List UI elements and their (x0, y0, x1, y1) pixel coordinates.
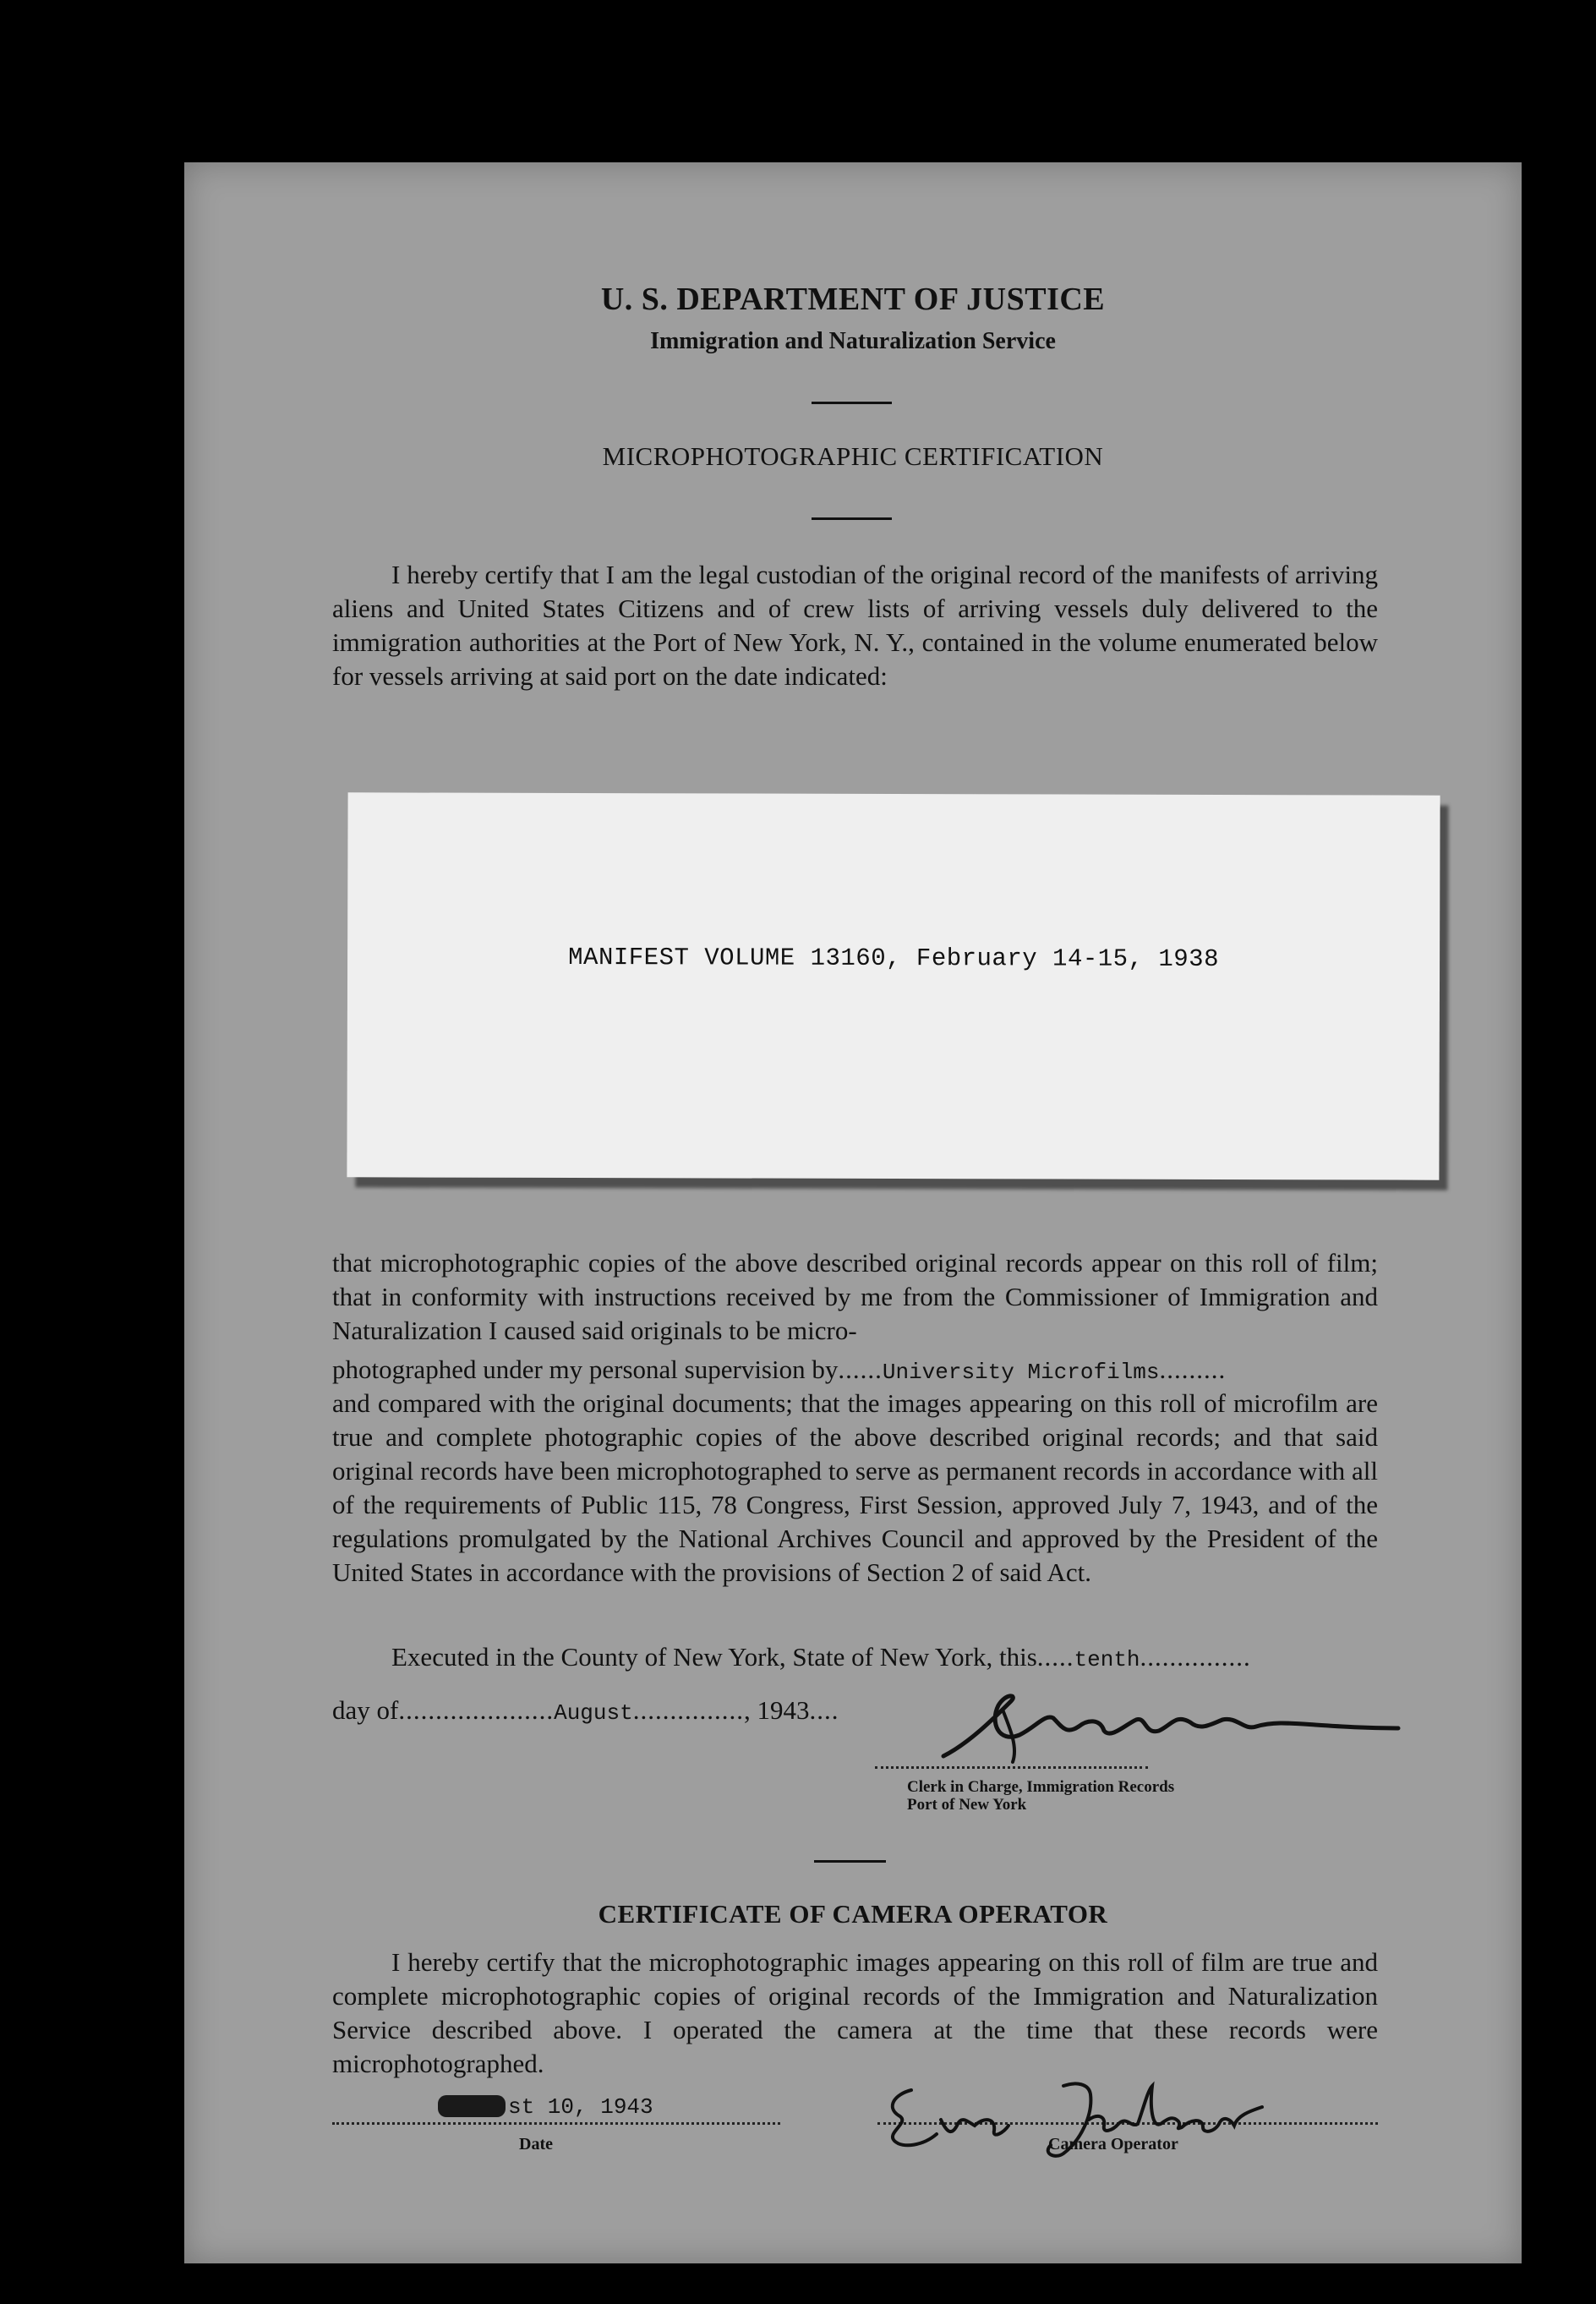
title-divider (812, 517, 892, 520)
intro-paragraph: I hereby certify that I am the legal custodian of the original record of the manifests of arriving aliens and United States Citizens and of crew lists of arriving vessels duly delivered to the immigration authorities at the Port of New York, N. Y., contained in the volume enumerated below for vessels arriving at said port on the date indicated: (332, 560, 1378, 691)
date-smudge-mark (438, 2095, 506, 2117)
day-of-label: day of (332, 1695, 399, 1725)
camera-paragraph: I hereby certify that the microphotographic images appearing on this roll of film are true and complete microphotographic copies of original records of the Immigration and Naturalization Service described above. I operated the camera at the time that these records were microphotographed. (332, 1947, 1378, 2078)
supervision-prefix: photographed under my personal supervision by (332, 1354, 839, 1384)
execution-month: August (554, 1700, 633, 1726)
camera-date-value: st 10, 1943 (508, 2094, 653, 2120)
body-paragraph-part2: and compared with the original documents; that the images appearing on this roll of microfilm are true and complete photographic copies of the above described original records; and that said original records have been microphotographed to serve as permanent records in accordance with all of the requirements of Public 115, 78 Congress, First Session, approved July 7, 1943, and of the regulations promulgated by the National Archives Council and approved by the President of the United States in accordance with the provisions of Section 2 of said Act. (332, 1388, 1378, 1587)
clerk-signature-line (875, 1766, 1148, 1769)
execution-year: , 1943 (743, 1695, 810, 1725)
day-of-line: day of.....................August..............., 1943.... (332, 1695, 839, 1726)
supervision-line: photographed under my personal supervision by......University Microfilms......... (332, 1354, 1227, 1385)
execution-day: tenth (1074, 1647, 1140, 1672)
clerk-signature-mark (918, 1684, 1425, 1769)
department-heading: U. S. DEPARTMENT OF JUSTICE (600, 282, 1106, 317)
date-label: Date (519, 2135, 553, 2154)
manifest-volume-card (347, 792, 1440, 1179)
execution-line: Executed in the County of New York, State of New York, this.....tenth............... (391, 1642, 1251, 1672)
manifest-volume-text: MANIFEST VOLUME 13160, February 14-15, 1938 (568, 943, 1220, 974)
certification-title: MICROPHOTOGRAPHIC CERTIFICATION (602, 441, 1104, 471)
heading-divider (812, 402, 892, 404)
body-paragraph-part1: that microphotographic copies of the above described original records appear on this roll of film; that in conformity with instructions received by me from the Commissioner of Immigration and Naturalization I caused said originals to be micro- (332, 1248, 1378, 1345)
date-line (332, 2122, 780, 2125)
clerk-caption-line1: Clerk in Charge, Immigration Records (907, 1778, 1175, 1796)
camera-operator-label: Camera Operator (1048, 2135, 1178, 2154)
camera-certificate-title: CERTIFICATE OF CAMERA OPERATOR (598, 1899, 1108, 1929)
clerk-caption-line2: Port of New York (907, 1796, 1027, 1814)
certificate-page (184, 162, 1522, 2263)
camera-divider (814, 1860, 886, 1863)
supervisor-name: University Microfilms (882, 1360, 1160, 1385)
service-subheading: Immigration and Naturalization Service (650, 328, 1056, 354)
execution-prefix: Executed in the County of New York, State of New York, this (391, 1642, 1037, 1672)
